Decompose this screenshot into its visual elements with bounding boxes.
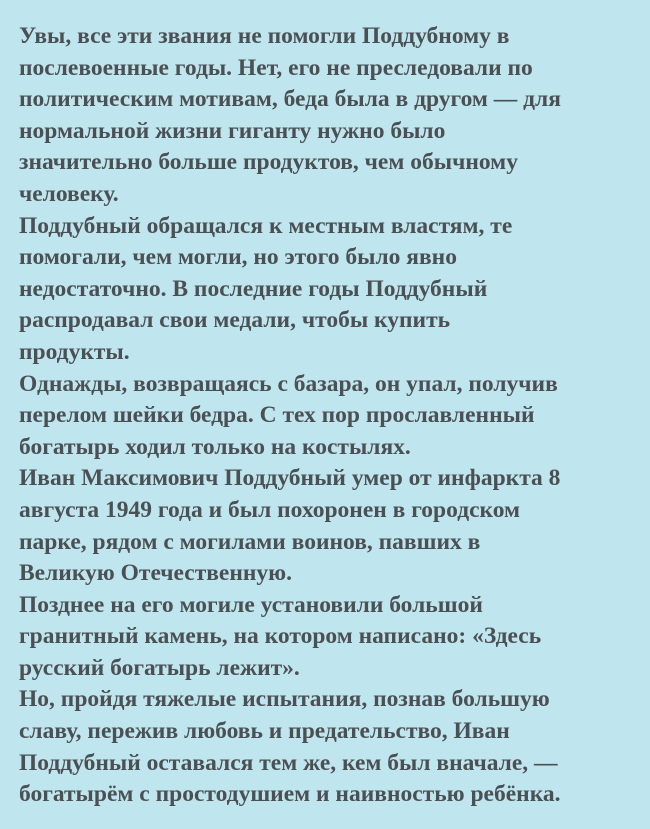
text-line: гранитный камень, на котором написано: «Здесь (19, 623, 542, 650)
text-line: недостаточно. В последние годы Поддубный (19, 275, 488, 302)
text-line: богатырём с простодушием и наивностью ребёнка. (19, 781, 561, 808)
text-line: распродавал свои медали, чтобы купить (19, 307, 451, 334)
text-line: Но, пройдя тяжелые испытания, познав большую (19, 686, 550, 713)
text-line: значительно больше продуктов, чем обычному (19, 149, 518, 176)
text-line: человеку. (19, 180, 119, 207)
text-line: политическим мотивам, беда была в другом — для (19, 86, 561, 113)
text-line: продукты. (19, 338, 130, 365)
text-line: перелом шейки бедра. С тех пор прославленный (19, 402, 535, 429)
text-line: нормальной жизни гиганту нужно было (19, 117, 446, 144)
text-line: августа 1949 года и был похоронен в городском (19, 496, 521, 523)
text-line: Поддубный обращался к местным властям, те (19, 212, 513, 239)
text-line: Великую Отечественную. (19, 560, 293, 587)
text-line: Увы, все эти звания не помогли Поддубному в (19, 23, 510, 49)
text-line: русский богатырь лежит». (19, 654, 300, 681)
text-line: богатырь ходил только на костылях. (19, 433, 411, 460)
text-line: парке, рядом с могилами воинов, павших в (19, 528, 481, 555)
text-line: Позднее на его могиле установили большой (19, 591, 483, 618)
text-line: помогали, чем могли, но этого было явно (19, 244, 457, 271)
text-line: Однажды, возвращаясь с базара, он упал, получив (19, 370, 558, 397)
article-text (19, 21, 650, 811)
text-line: послевоенные годы. Нет, его не преследовали по (19, 54, 533, 81)
text-line: Поддубный оставался тем же, кем был вначале, — (19, 749, 558, 776)
text-line: Иван Максимович Поддубный умер от инфаркта 8 (19, 465, 561, 492)
text-line: славу, пережив любовь и предательство, Иван (19, 718, 510, 745)
